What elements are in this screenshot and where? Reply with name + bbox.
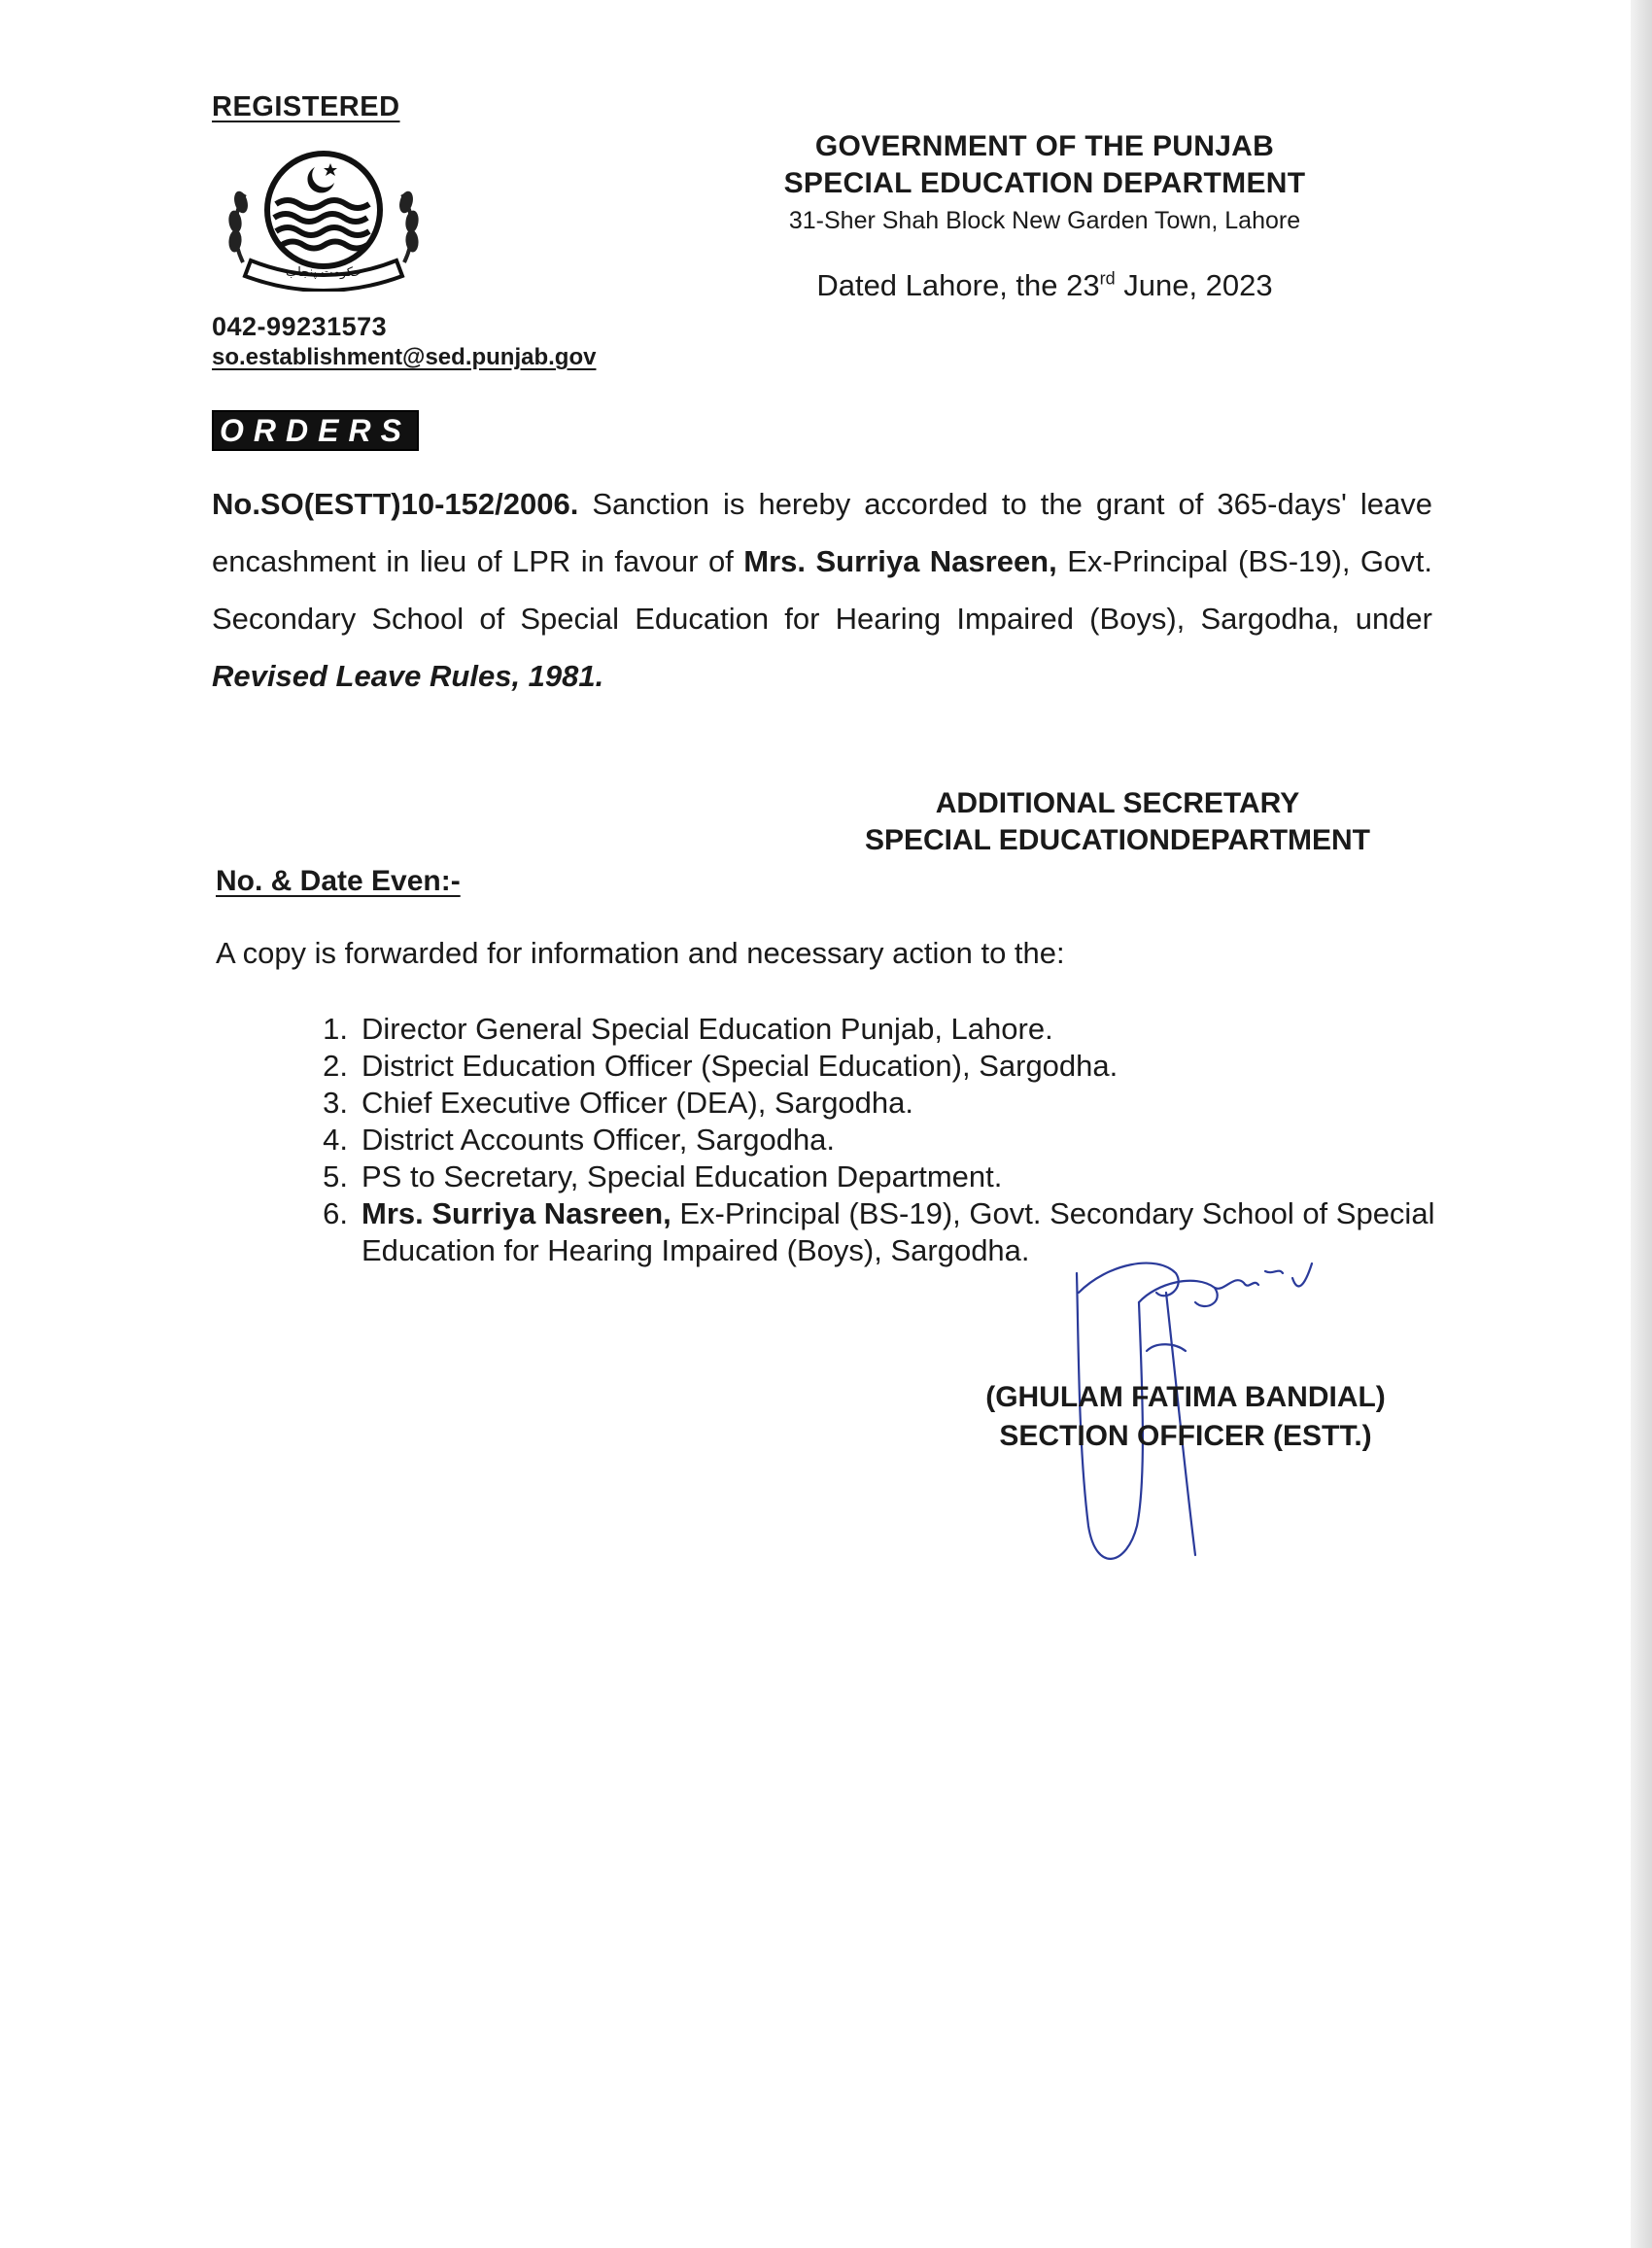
date-rest: June, 2023 (1115, 268, 1273, 302)
orders-label: ORDERS (212, 410, 419, 451)
signatory-block (875, 1378, 1497, 1456)
list-item: 5. PS to Secretary, Special Education Department. (323, 1159, 1003, 1193)
order-number: No.SO(ESTT)10-152/2006. (212, 487, 579, 521)
logo-text: حکومت پنجاب (286, 265, 361, 280)
date-prefix: Dated Lahore, the 23 (816, 268, 1100, 302)
order-name: Mrs. Surriya Nasreen, (743, 544, 1057, 578)
additional-secretary-block (797, 785, 1438, 859)
email-address[interactable]: so.establishment@sed.punjab.gov (212, 344, 597, 370)
list-item: 3. Chief Executive Officer (DEA), Sargodha. (323, 1086, 914, 1120)
government-title: GOVERNMENT OF THE PUNJAB (814, 130, 1275, 162)
date-suffix: rd (1099, 268, 1116, 289)
signatory-name: (GHULAM FATIMA BANDIAL) (985, 1381, 1386, 1413)
order-text-2: Ex-Principal (BS-19), Govt. Secondary School of Special Education for Hearing Impaired (Boys), Sargodha, under (212, 544, 1433, 636)
order-text-1: Sanction is hereby accorded to the grant of 365-days' leave encashment in lieu of LPR in favour of (212, 487, 1432, 578)
punjab-emblem-logo (222, 146, 426, 292)
scan-edge (1631, 0, 1652, 2248)
list-item: 4. District Accounts Officer, Sargodha. (323, 1123, 836, 1157)
list-item: 6. Mrs. Surriya Nasreen, Ex-Principal (BS-19), Govt. Secondary School of Special Education for Hearing Impaired (Boys), Sargodha. (323, 1196, 1435, 1267)
registered-label: REGISTERED (212, 91, 400, 122)
additional-secretary-title: ADDITIONAL SECRETARY (935, 787, 1300, 819)
order-paragraph (212, 475, 1432, 705)
department-address: 31-Sher Shah Block New Garden Town, Lahore (788, 207, 1301, 234)
copy-list (309, 1011, 1446, 1269)
phone-number: 042-99231573 (212, 312, 388, 341)
list-item: 2. District Education Officer (Special Education), Sargodha. (323, 1049, 1119, 1083)
signatory-designation: SECTION OFFICER (ESTT.) (999, 1420, 1372, 1452)
department-title: SPECIAL EDUCATION DEPARTMENT (783, 167, 1306, 199)
no-date-even: No. & Date Even:- (216, 865, 461, 897)
department-heading (739, 128, 1351, 237)
order-rules: Revised Leave Rules, 1981. (212, 659, 604, 693)
list-item: 1. Director General Special Education Punjab, Lahore. (323, 1012, 1053, 1046)
additional-secretary-department: SPECIAL EDUCATIONDEPARTMENT (864, 824, 1371, 856)
copy-intro: A copy is forwarded for information and necessary action to the: (216, 936, 1065, 970)
dated-line (739, 268, 1351, 303)
